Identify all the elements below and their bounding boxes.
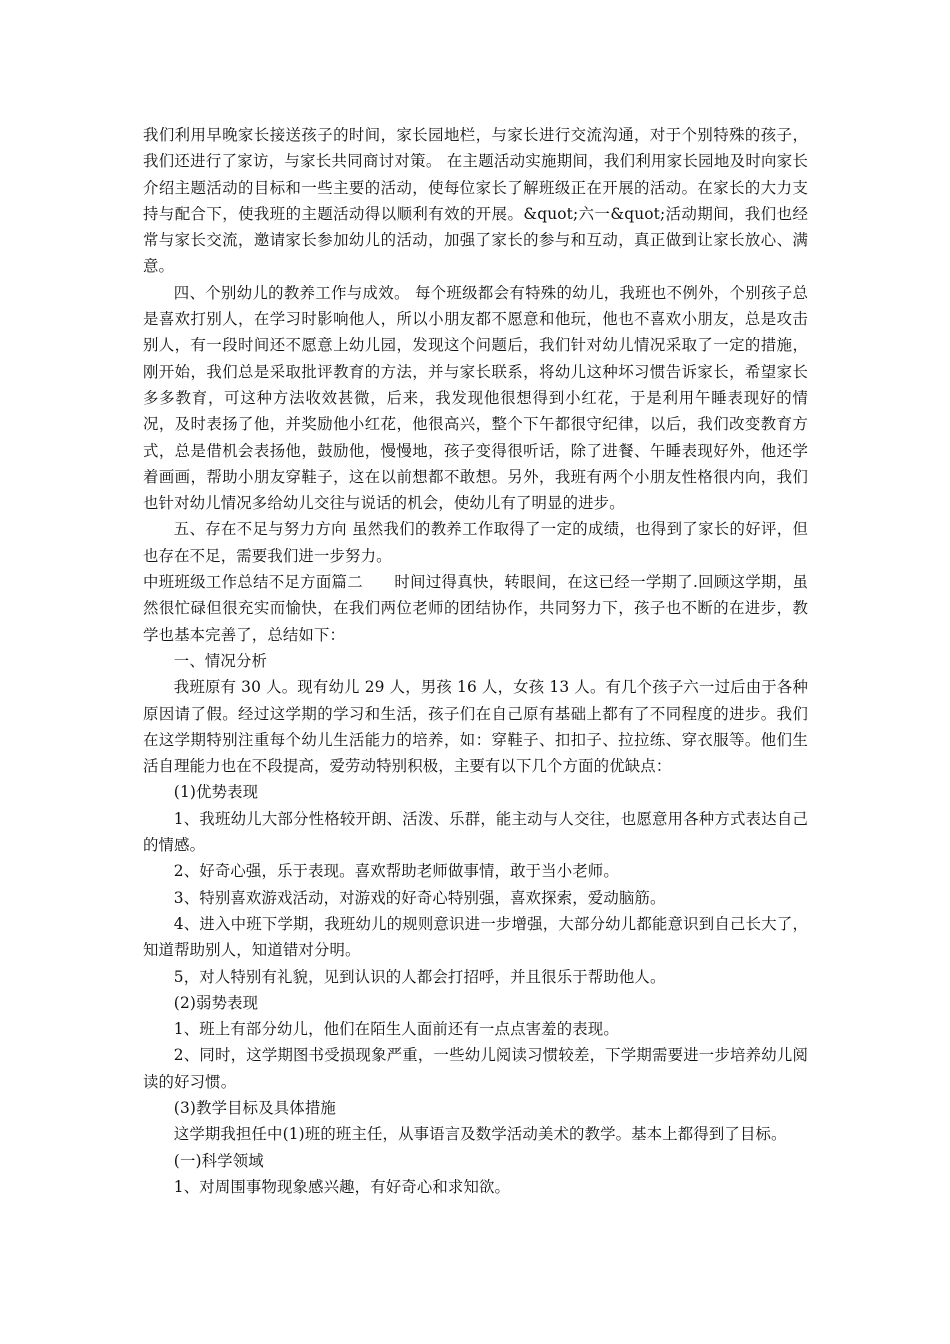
list-item-strength-4: 4、进入中班下学期，我班幼儿的规则意识进一步增强，大部分幼儿都能意识到自己长大了，知道帮助别人，知道错对分明。 (143, 914, 808, 960)
list-item-strength-2: 2、好奇心强，乐于表现。喜欢帮助老师做事情，敢于当小老师。 (173, 862, 619, 881)
list-item-weakness-2: 2、同时，这学期图书受损现象严重，一些幼儿阅读习惯较差，下学期需要进一步培养幼儿阅读的好习惯。 (143, 1046, 808, 1091)
heading-strengths: (1)优势表现 (173, 783, 259, 802)
list-item-strength-1: 1、我班幼儿大部分性格较开朗、活泼、乐群，能主动与人交往，也愿意用各种方式表达自己的情感。 (143, 809, 808, 855)
list-item-strength-5: 5，对人特别有礼貌，见到认识的人都会打招呼，并且很乐于帮助他人。 (173, 967, 666, 986)
list-item-weakness-1: 1、班上有部分幼儿，他们在陌生人面前还有一点点害羞的表现。 (173, 1020, 619, 1039)
paragraph-teaching-role: 这学期我担任中(1)班的班主任，从事语言及数学活动美术的教学。基本上都得到了目标。 (173, 1125, 787, 1144)
heading-teaching-goals: (3)教学目标及具体措施 (173, 1098, 336, 1117)
list-item-science-1: 1、对周围事物现象感兴趣，有好奇心和求知欲。 (173, 1177, 511, 1196)
heading-situation-analysis: 一、情况分析 (173, 651, 268, 670)
paragraph-article-two-intro: 中班班级工作总结不足方面篇二 时间过得真快，转眼间，在这已经一学期了.回顾这学期，虽然很忙碌但很充实而愉快，在我们两位老师的团结协作，共同努力下，孩子也不断的在进步，教学也基本完善了，总结如下： (143, 573, 808, 644)
list-item-strength-3: 3、特别喜欢游戏活动，对游戏的好奇心特别强，喜欢探索，爱动脑筋。 (173, 888, 666, 907)
heading-weaknesses: (2)弱势表现 (173, 993, 259, 1012)
heading-science-domain: (一)科学领域 (173, 1151, 264, 1170)
paragraph-parent-communication: 我们利用早晚家长接送孩子的时间，家长园地栏，与家长进行交流沟通，对于个别特殊的孩子，我们还进行了家访，与家长共同商讨对策。 在主题活动实施期间，我们利用家长园地及时向家长介绍主题活动的目标和一些主要的活动，使每位家长了解班级正在开展的活动。在家长的大力支持与配合下，使我班的主题活动得以顺利有效的开展。&quot;六一&quot;活动期间，我们也经常与家长交流，邀请家长参加幼儿的活动，加强了家长的参与和互动，真正做到让家长放心、满意。 (143, 126, 808, 276)
document-body (143, 122, 808, 1200)
paragraph-shortcomings: 五、存在不足与努力方向 虽然我们的教养工作取得了一定的成绩，也得到了家长的好评，但也存在不足，需要我们进一步努力。 (143, 520, 808, 565)
paragraph-class-overview: 我班原有 30 人。现有幼儿 29 人，男孩 16 人，女孩 13 人。有几个孩子六一过后由于各种原因请了假。经过这学期的学习和生活，孩子们在自己原有基础上都有了不同程度的进步。我们在这学期特别注重每个幼儿生活能力的培养，如：穿鞋子、扣扣子、拉拉练、穿衣服等。他们生活自理能力也在不段提高，爱劳动特别积极，主要有以下几个方面的优缺点： (143, 678, 808, 776)
paragraph-individual-education: 四、个别幼儿的教养工作与成效。 每个班级都会有特殊的幼儿，我班也不例外，个别孩子总是喜欢打别人，在学习时影响他人，所以小朋友都不愿意和他玩，他也不喜欢小朋友，总是攻击别人，有一段时间还不愿意上幼儿园，发现这个问题后，我们针对幼儿情况采取了一定的措施，刚开始，我们总是采取批评教育的方法，并与家长联系，将幼儿这种坏习惯告诉家长，希望家长多多教育，可这种方法收效甚微，后来，我发现他很想得到小红花，于是利用午睡表现好的情况，及时表扬了他，并奖励他小红花，他很高兴，整个下午都很守纪律，以后，我们改变教育方式，总是借机会表扬他，鼓励他，慢慢地，孩子变得很听话，除了进餐、午睡表现好外，他还学着画画，帮助小朋友穿鞋子，这在以前想都不敢想。另外，我班有两个小朋友性格很内向，我们也针对幼儿情况多给幼儿交往与说话的机会，使幼儿有了明显的进步。 (143, 283, 808, 513)
